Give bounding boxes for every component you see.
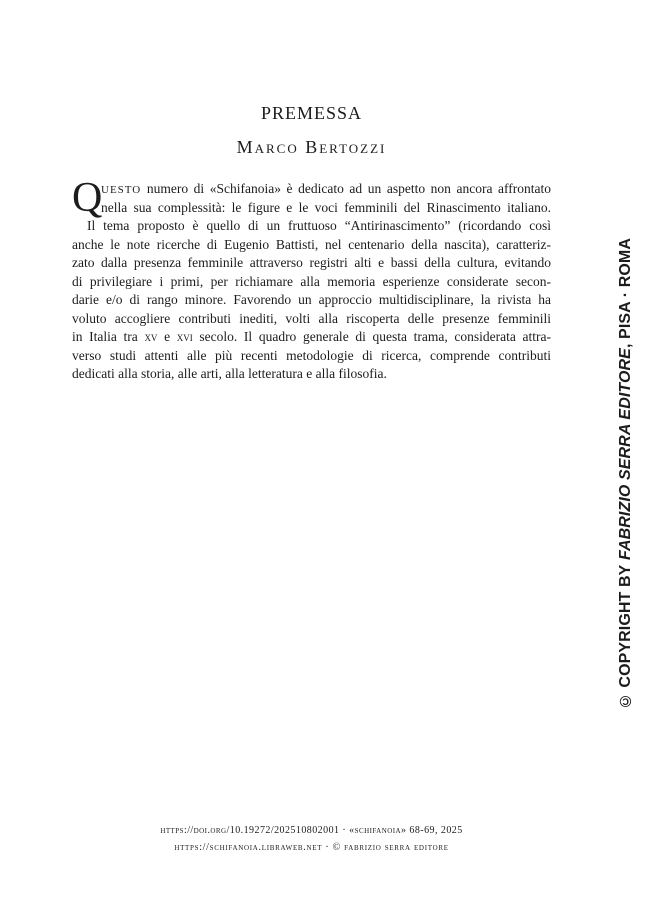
paragraph	[72, 175, 552, 221]
body-line	[72, 328, 551, 347]
body-line: Il tema proposto è quello di un fruttuoso “Antirinascimento” (ricordando così	[87, 218, 551, 233]
website-line: https://schifanoia.libraweb.net · © fabrizio serra editore	[174, 842, 449, 853]
line-text: e	[164, 329, 171, 344]
body-line: zato dalla presenza femminile attraverso registri alti e bassi della cultura, evitando	[72, 255, 551, 270]
article-title: PREMESSA	[260, 103, 363, 123]
copyright-prefix: © COPYRIGHT BY	[617, 564, 634, 710]
publisher-name: FABRIZIO SERRA EDITORE	[617, 348, 634, 561]
body-line: verso studi attenti alle più recenti metodologie di ricerca, comprende contributi	[72, 347, 551, 363]
body-line: di privilegiare i primi, per richiamare alla memoria esperienze considerate secon-	[72, 273, 551, 289]
body-line: nella sua complessità: le figure e le voci femminili del Rinascimento italiano.	[101, 199, 551, 215]
author-name: Marco Bertozzi	[236, 137, 387, 157]
line-text: numero di «Schifanoia» è dedicato ad un aspetto non ancora affrontato	[146, 181, 552, 196]
paragraph	[72, 217, 551, 384]
body-line: voluto accogliere contributi inediti, volti alla riscoperta delle presenze femminili	[72, 310, 551, 326]
doi-line: https://doi.org/10.19272/202510802001 · «schifanoia» 68-69, 2025	[160, 825, 463, 836]
century-numeral: xvi	[176, 329, 193, 344]
century-numeral: xv	[144, 329, 158, 344]
line-text: in Italia tra	[72, 329, 138, 344]
lead-small-caps: uesto	[101, 181, 142, 197]
copyright-notice	[617, 238, 635, 709]
body-line	[72, 180, 551, 199]
page-footer	[72, 822, 551, 856]
body-line: darie e/o di rango minore. Favorendo un approccio multidisciplinare, la rivista ha	[72, 292, 551, 307]
body-line: dedicati alla storia, alle arti, alla letteratura e alla filosofia.	[72, 366, 387, 381]
article-body	[72, 175, 552, 384]
copyright-suffix: , PISA · ROMA	[617, 238, 634, 349]
body-line: anche le note ricerche di Eugenio Battisti, nel centenario della nascita), caratteriz-	[72, 236, 551, 252]
drop-cap: Q	[72, 175, 103, 221]
line-text: secolo. Il quadro generale di questa trama, considerata attra-	[199, 329, 551, 344]
